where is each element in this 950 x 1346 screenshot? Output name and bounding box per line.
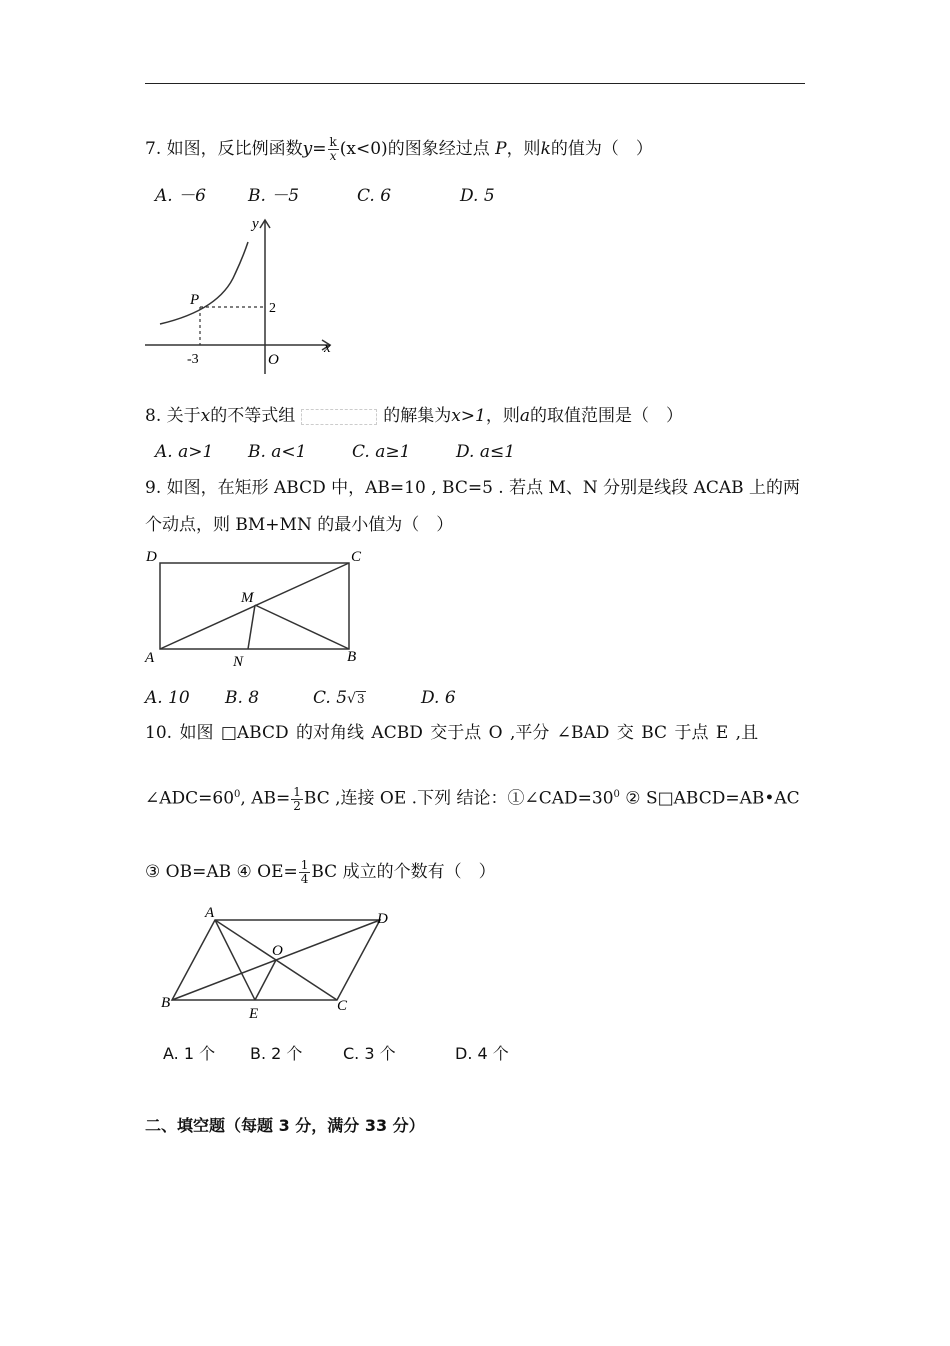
q9-stem-line2: 个动点，则 BM+MN 的最小值为（ ） [145, 515, 454, 535]
label-a: A [205, 905, 215, 921]
q8-stem: 8. 关于x的不等式组 的解集为x>1，则a的取值范围是（ ） [145, 406, 684, 426]
point-p-label: P [190, 292, 200, 308]
q9-option-c: C. 5√3 [313, 688, 365, 708]
q7-option-a: A. －6 [155, 186, 206, 206]
x-axis-label: x [324, 340, 331, 356]
label-b: B [161, 995, 171, 1011]
q10-option-b: B. 2 个 [250, 1044, 303, 1063]
origin-label: O [268, 352, 279, 368]
label-d: D [146, 549, 157, 565]
q10-figure [155, 900, 405, 1025]
inequality-system-image [301, 409, 377, 425]
q10-option-a: A. 1 个 [163, 1044, 216, 1063]
q10-stem-line1: 10. 如图 □ABCD 的对角线 ACBD 交于点 O ,平分 ∠BAD 交 BC 于点 E ,且 [145, 723, 759, 743]
quarter-fraction: $\frac{1}{4}$ [300, 858, 309, 886]
q7-stem: 7. 如图，反比例函数y= $\frac{k}{x}$ (x<0)的图象经过点 P，则k的值为（ ） [145, 135, 653, 163]
q7-option-c: C. 6 [357, 186, 392, 206]
q8-option-b: B. a<1 [248, 442, 307, 462]
q9-figure [140, 542, 370, 672]
segment-mn [248, 605, 255, 649]
q7-graph [140, 212, 340, 377]
q10-option-c: C. 3 个 [343, 1044, 396, 1063]
q9-option-a: A. 10 [145, 688, 190, 708]
label-b: B [347, 649, 357, 665]
label-m: M [241, 590, 254, 606]
q9-stem-line1: 9. 如图，在矩形 ABCD 中，AB=10 , BC=5 . 若点 M、N 分别是线段 ACAB 上的两 [145, 478, 801, 498]
label-d: D [377, 911, 388, 927]
q9-option-d: D. 6 [421, 688, 456, 708]
label-a: A [145, 650, 155, 666]
y-tick-label: 2 [269, 301, 276, 316]
q8-option-c: C. a≥1 [352, 442, 411, 462]
q7-option-d: D. 5 [460, 186, 495, 206]
q8-option-a: A. a>1 [155, 442, 214, 462]
label-e: E [249, 1006, 259, 1022]
segment-oe [255, 960, 276, 1000]
label-o: O [272, 943, 283, 959]
q10-stem-line3: ③ OB=AB ④ OE= $\frac{1}{4}$ BC 成立的个数有（ ） [145, 858, 496, 886]
q10-option-d: D. 4 个 [455, 1044, 509, 1063]
label-c: C [337, 998, 348, 1014]
q7-option-b: B. －5 [248, 186, 300, 206]
q8-option-d: D. a≤1 [456, 442, 516, 462]
y-axis-label: y [252, 216, 259, 232]
q9-option-b: B. 8 [225, 688, 260, 708]
half-fraction: $\frac{1}{2}$ [293, 784, 301, 813]
x-tick-label: -3 [187, 352, 199, 367]
segment-bm [255, 605, 349, 649]
label-n: N [233, 654, 244, 670]
header-rule [145, 83, 805, 84]
segment-ae [215, 920, 255, 1000]
hyperbola-curve [160, 242, 248, 324]
q7-fraction: $\frac{k}{x}$ [329, 135, 337, 163]
section-2-heading: 二、填空题（每题 3 分，满分 33 分） [145, 1116, 425, 1135]
q10-stem-line2: $\angle ADC=60^0$, AB= $\frac{1}{2}$ BC ,连接 OE .下列 结论：$①\angle CAD=30^0$ ② S□ABCD=AB•AC [145, 784, 800, 813]
label-c: C [351, 549, 362, 565]
